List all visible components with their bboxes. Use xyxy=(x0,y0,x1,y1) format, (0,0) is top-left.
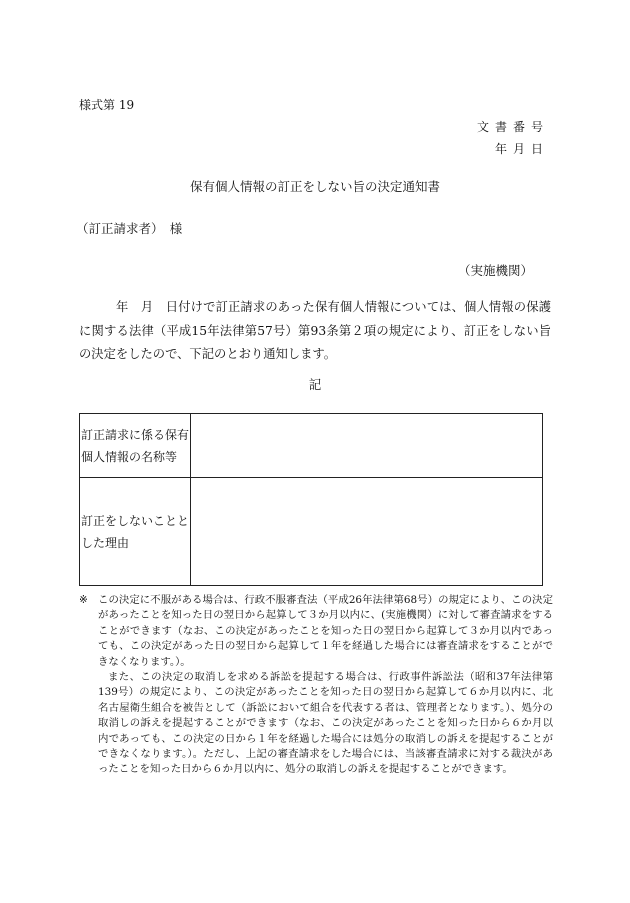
issuing-agency: （実施機関） xyxy=(457,263,533,278)
info-table xyxy=(79,413,543,586)
note-section xyxy=(79,593,553,778)
row-value-info-name xyxy=(191,414,543,478)
document-title: 保有個人情報の訂正をしない旨の決定通知書 xyxy=(189,179,440,194)
note-paragraph-appeal: この決定に不服がある場合は、行政不服審査法（平成26年法律第68号）の規定により、この決定があったことを知った日の翌日から起算して３か月以内に、(実施機関）に対して審査請求をすることができます（なお、この決定があったことを知った日の翌日から起算して３か月以内であっても、この決定があった日の翌日から起算して１年を経過した場合には審査請求をすることができなくなります。）。 xyxy=(98,594,553,668)
table-row xyxy=(80,414,543,478)
document-number-label: 文書番号 xyxy=(476,120,549,134)
note-mark: ※ xyxy=(79,594,88,606)
addressee: （訂正請求者） 様 xyxy=(76,221,183,236)
row-label-info-name: 訂正請求に係る保有個人情報の名称等 xyxy=(80,414,191,478)
date-label: 年月日 xyxy=(494,142,549,156)
note-paragraph-lawsuit: また、この決定の取消しを求める訴訟を提起する場合は、行政事件訴訟法（昭和37年法律第139号）の規定により、この決定があったことを知った日の翌日から起算して６か月以内に、北名古屋衛生組合を被告として（訴訟において組合を代表する者は、管理者となります。）、処分の取消しの訴えを提起することができます（なお、この決定があったことを知った日から６か月以内であっても、この決定の日から１年を経過した場合には処分の取消しの訴えを提起することができなくなります。）。ただし、上記の審査請求をした場合には、当該審査請求に対する裁決があったことを知った日から６か月以内に、処分の取消しの訴えを提起することができます。 xyxy=(98,671,553,776)
form-number: 様式第 19 xyxy=(79,98,135,112)
row-label-reason: 訂正をしないこととした理由 xyxy=(80,478,191,586)
table-row xyxy=(80,478,543,586)
row-value-reason xyxy=(191,478,543,586)
ki-heading: 記 xyxy=(308,377,322,392)
body-paragraph: 年 月 日付けで訂正請求のあった保有個人情報については、個人情報の保護に関する法律（平成15年法律第57号）第93条第２項の規定により、訂正をしない旨の決定をしたので、下記のとおり通知します。 xyxy=(79,300,551,361)
